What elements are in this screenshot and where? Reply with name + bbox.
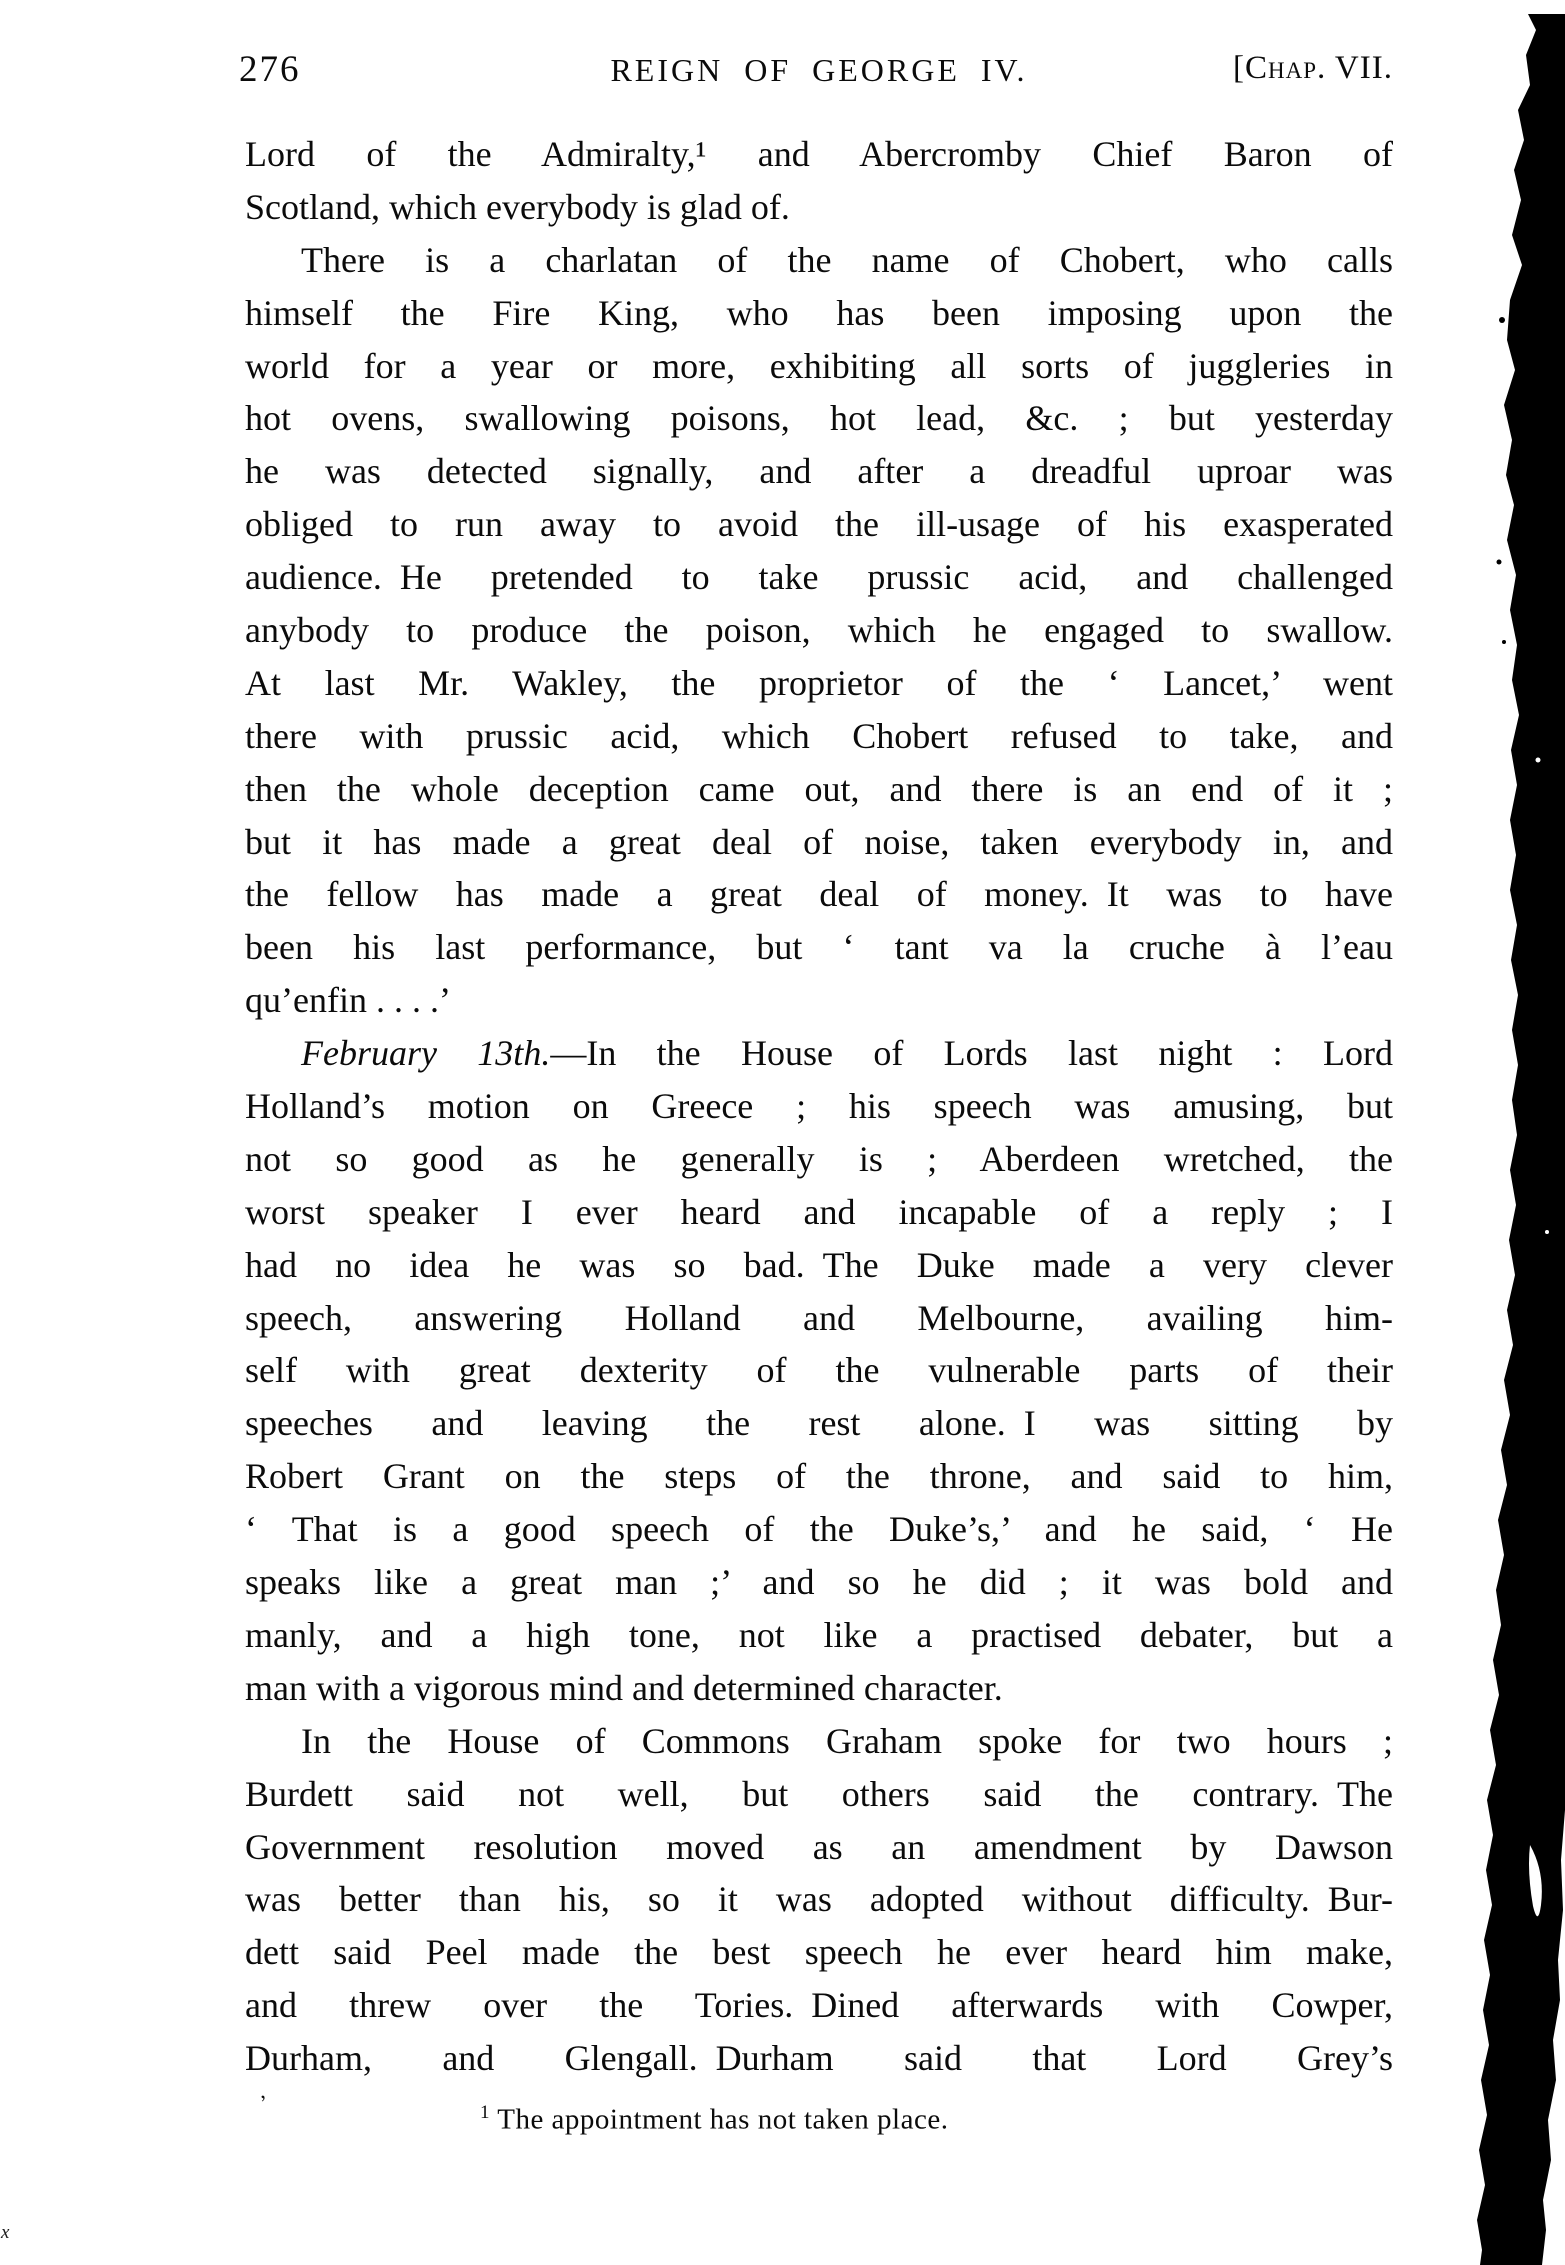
text-line: Government resolution moved as an amendment by Dawson (245, 1826, 1393, 1867)
page-number: 276 (239, 49, 301, 90)
text-line: been his last performance, but ‘ tant va la cruche à l’eau (245, 927, 1393, 968)
page-header (239, 48, 1393, 92)
text-line: self with great dexterity of the vulnerable parts of their (245, 1350, 1393, 1391)
text-line: there with prussic acid, which Chobert refused to take, and (245, 715, 1393, 756)
text-line: There is a charlatan of the name of Chobert, who calls (301, 239, 1393, 280)
text-line: Robert Grant on the steps of the throne, and said to him, (245, 1456, 1393, 1497)
chapter-reference (1233, 50, 1393, 87)
text-line: anybody to produce the poison, which he engaged to swallow. (245, 610, 1393, 651)
text-line: Durham, and Glengall. Durham said that Lord Grey’s (245, 2038, 1393, 2079)
text-line: and threw over the Tories. Dined afterwards with Cowper, (245, 1985, 1393, 2026)
text-line: hot ovens, swallowing poisons, hot lead, &c. ; but yesterday (245, 398, 1393, 439)
footnote-marker: 1 (480, 2102, 490, 2123)
text-line: world for a year or more, exhibiting all sorts of juggleries in (245, 345, 1393, 386)
text-line: the fellow has made a great deal of money. It was to have (245, 874, 1393, 915)
text-line: but it has made a great deal of noise, taken everybody in, and (245, 821, 1393, 862)
footnote (480, 2102, 948, 2137)
text-line: Holland’s motion on Greece ; his speech was amusing, but (245, 1086, 1393, 1127)
text-line: speeches and leaving the rest alone. I was sitting by (245, 1403, 1393, 1444)
text-line: man with a vigorous mind and determined character. (245, 1667, 1003, 1708)
text-line: himself the Fire King, who has been imposing upon the (245, 292, 1393, 333)
text-line: speech, answering Holland and Melbourne, availing him- (245, 1297, 1393, 1338)
text-line: At last Mr. Wakley, the proprietor of the ‘ Lancet,’ went (245, 662, 1393, 703)
text-line: qu’enfin . . . .’ (245, 980, 451, 1021)
chapter-smallcaps: hap. (1268, 50, 1327, 86)
text-line: had no idea he was so bad. The Duke made a very clever (245, 1244, 1393, 1285)
text-line: not so good as he generally is ; Aberdeen wretched, the (245, 1138, 1393, 1179)
body-text (245, 128, 1393, 2085)
scan-gutter-shadow (1385, 0, 1565, 2265)
text-line: obliged to run away to avoid the ill-usage of his exasperated (245, 504, 1393, 545)
text-line: speaks like a great man ;’ and so he did ; it was bold and (245, 1562, 1393, 1603)
text-line: In the House of Commons Graham spoke for two hours ; (301, 1720, 1393, 1761)
text-line: worst speaker I ever heard and incapable of a reply ; I (245, 1191, 1393, 1232)
footnote-text: The appointment has not taken place. (490, 2103, 949, 2136)
text-line: then the whole deception came out, and there is an end of it ; (245, 768, 1393, 809)
text-line: Lord of the Admiralty,¹ and Abercromby Chief Baron of (245, 134, 1393, 174)
chapter-numeral: VII. (1326, 50, 1393, 86)
margin-stray-mark: x (1, 2222, 10, 2243)
running-title: REIGN OF GEORGE IV. (610, 52, 1028, 88)
text-line: Scotland, which everybody is glad of. (245, 186, 790, 227)
text-line: February 13th.—In the House of Lords last night : Lord (301, 1033, 1394, 1074)
text-line: he was detected signally, and after a dreadful uproar was (245, 451, 1393, 492)
text-line: was better than his, so it was adopted without difficulty. Bur- (245, 1879, 1393, 1920)
ink-speck: ‚ (255, 2077, 268, 2104)
text-line: Burdett said not well, but others said the contrary. The (245, 1773, 1393, 1814)
text-line: audience. He pretended to take prussic acid, and challenged (245, 557, 1393, 598)
text-line: manly, and a high tone, not like a practised debater, but a (245, 1614, 1393, 1655)
chapter-bracket: [C (1233, 50, 1269, 86)
text-line: dett said Peel made the best speech he ever heard him make, (245, 1932, 1393, 1973)
text-line: ‘ That is a good speech of the Duke’s,’ and he said, ‘ He (245, 1509, 1393, 1550)
